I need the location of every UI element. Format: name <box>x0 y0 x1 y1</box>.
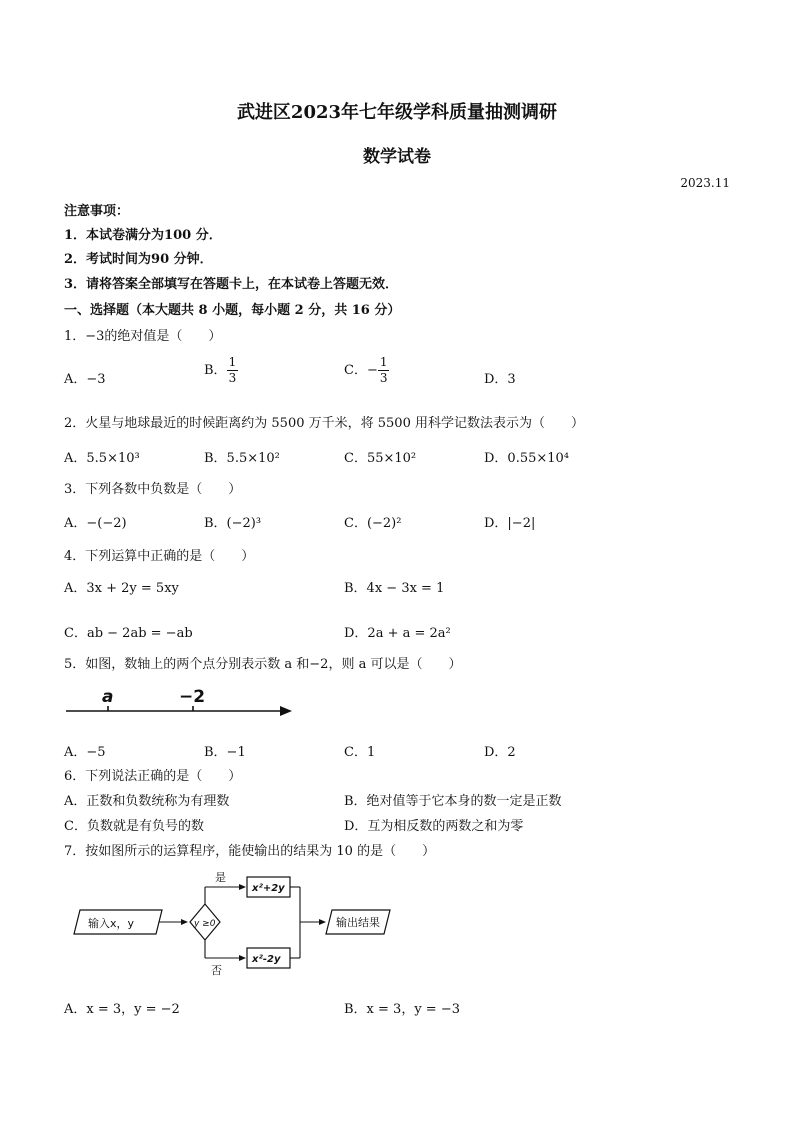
option-c: C．ab − 2ab = −ab <box>64 626 193 641</box>
question-stem: 2．火星与地球最近的时候距离约为 5500 万千米，将 5500 用科学记数法表示为（ ） <box>64 416 584 431</box>
notes-heading: 注意事项： <box>64 204 130 219</box>
flow-output-label: 输出结果 <box>336 916 380 929</box>
option-d: D．0.55×10⁴ <box>484 451 570 466</box>
option-d: D．2 <box>484 745 516 760</box>
question-stem: 4．下列运算中正确的是（ ） <box>64 549 255 564</box>
option-b: B．绝对值等于它本身的数一定是正数 <box>344 794 562 809</box>
option-a: A．−(−2) <box>64 516 127 531</box>
label-a: a <box>102 687 114 707</box>
label-neg2: −2 <box>179 687 206 707</box>
note-item: 1．本试卷满分为100 分． <box>64 228 222 243</box>
section-heading: 一、选择题（本大题共 8 小题，每小题 2 分，共 16 分） <box>64 303 401 318</box>
option-prefix: B． <box>204 363 227 378</box>
fraction-numerator: 1 <box>228 355 237 369</box>
flow-yes-label: 是 <box>215 871 226 884</box>
arrow-right-icon <box>280 706 292 716</box>
option-a: A．5.5×10³ <box>64 451 140 466</box>
option-b: B．4x − 3x = 1 <box>344 581 445 596</box>
option-b <box>204 355 238 386</box>
flow-no-expression: x²-2y <box>252 954 281 965</box>
option-c: C．1 <box>344 745 376 760</box>
note-item: 3．请将答案全部填写在答题卡上，在本试卷上答题无效． <box>64 277 399 292</box>
exam-subtitle: 数学试卷 <box>363 147 431 167</box>
option-c: C．55×10² <box>344 451 417 466</box>
question-stem: 6．下列说法正确的是（ ） <box>64 769 242 784</box>
flow-input-label: 输入x，y <box>88 917 135 930</box>
question-stem: 1．−3的绝对值是（ ） <box>64 329 222 344</box>
option-b: B．x = 3，y = −3 <box>344 1002 460 1017</box>
option-a: A．正数和负数统称为有理数 <box>64 794 230 809</box>
number-line-figure <box>60 682 300 722</box>
note-item: 2．考试时间为90 分钟． <box>64 252 213 267</box>
option-a: A．−3 <box>64 372 106 387</box>
fraction-numerator: 1 <box>379 355 388 369</box>
exam-date: 2023.11 <box>680 176 730 190</box>
arrow-icon <box>239 955 246 961</box>
option-c <box>344 355 389 386</box>
question-stem: 3．下列各数中负数是（ ） <box>64 482 242 497</box>
option-a: A．−5 <box>64 745 106 760</box>
option-c: C．(−2)² <box>344 516 402 531</box>
question-stem: 5．如图，数轴上的两个点分别表示数 a 和−2，则 a 可以是（ ） <box>64 657 462 672</box>
option-b: B．(−2)³ <box>204 516 262 531</box>
flowchart-figure <box>70 866 400 980</box>
option-b: B．5.5×10² <box>204 451 280 466</box>
option-a: A．3x + 2y = 5xy <box>64 581 179 596</box>
flow-yes-expression: x²+2y <box>252 883 285 894</box>
arrow-icon <box>239 884 246 890</box>
fraction <box>227 355 239 386</box>
arrow-icon <box>181 919 188 925</box>
flow-condition-label: y ≥0 <box>194 919 216 929</box>
arrow-icon <box>319 919 326 925</box>
question-stem: 7．按如图所示的运算程序，能使输出的结果为 10 的是（ ） <box>64 844 436 859</box>
fraction <box>378 355 390 386</box>
option-d: D．2a + a = 2a² <box>344 626 451 641</box>
option-d: D．3 <box>484 372 516 387</box>
option-c: C．负数就是有负号的数 <box>64 819 204 834</box>
option-a: A．x = 3，y = −2 <box>64 1002 180 1017</box>
fraction-denominator: 3 <box>228 371 237 385</box>
exam-title: 武进区2023年七年级学科质量抽测调研 <box>236 102 558 123</box>
option-b: B．−1 <box>204 745 246 760</box>
option-prefix: C．− <box>344 363 378 378</box>
fraction-denominator: 3 <box>379 371 388 385</box>
option-d: D．|−2| <box>484 516 536 531</box>
option-d: D．互为相反数的两数之和为零 <box>344 819 524 834</box>
flow-no-label: 否 <box>211 964 222 977</box>
